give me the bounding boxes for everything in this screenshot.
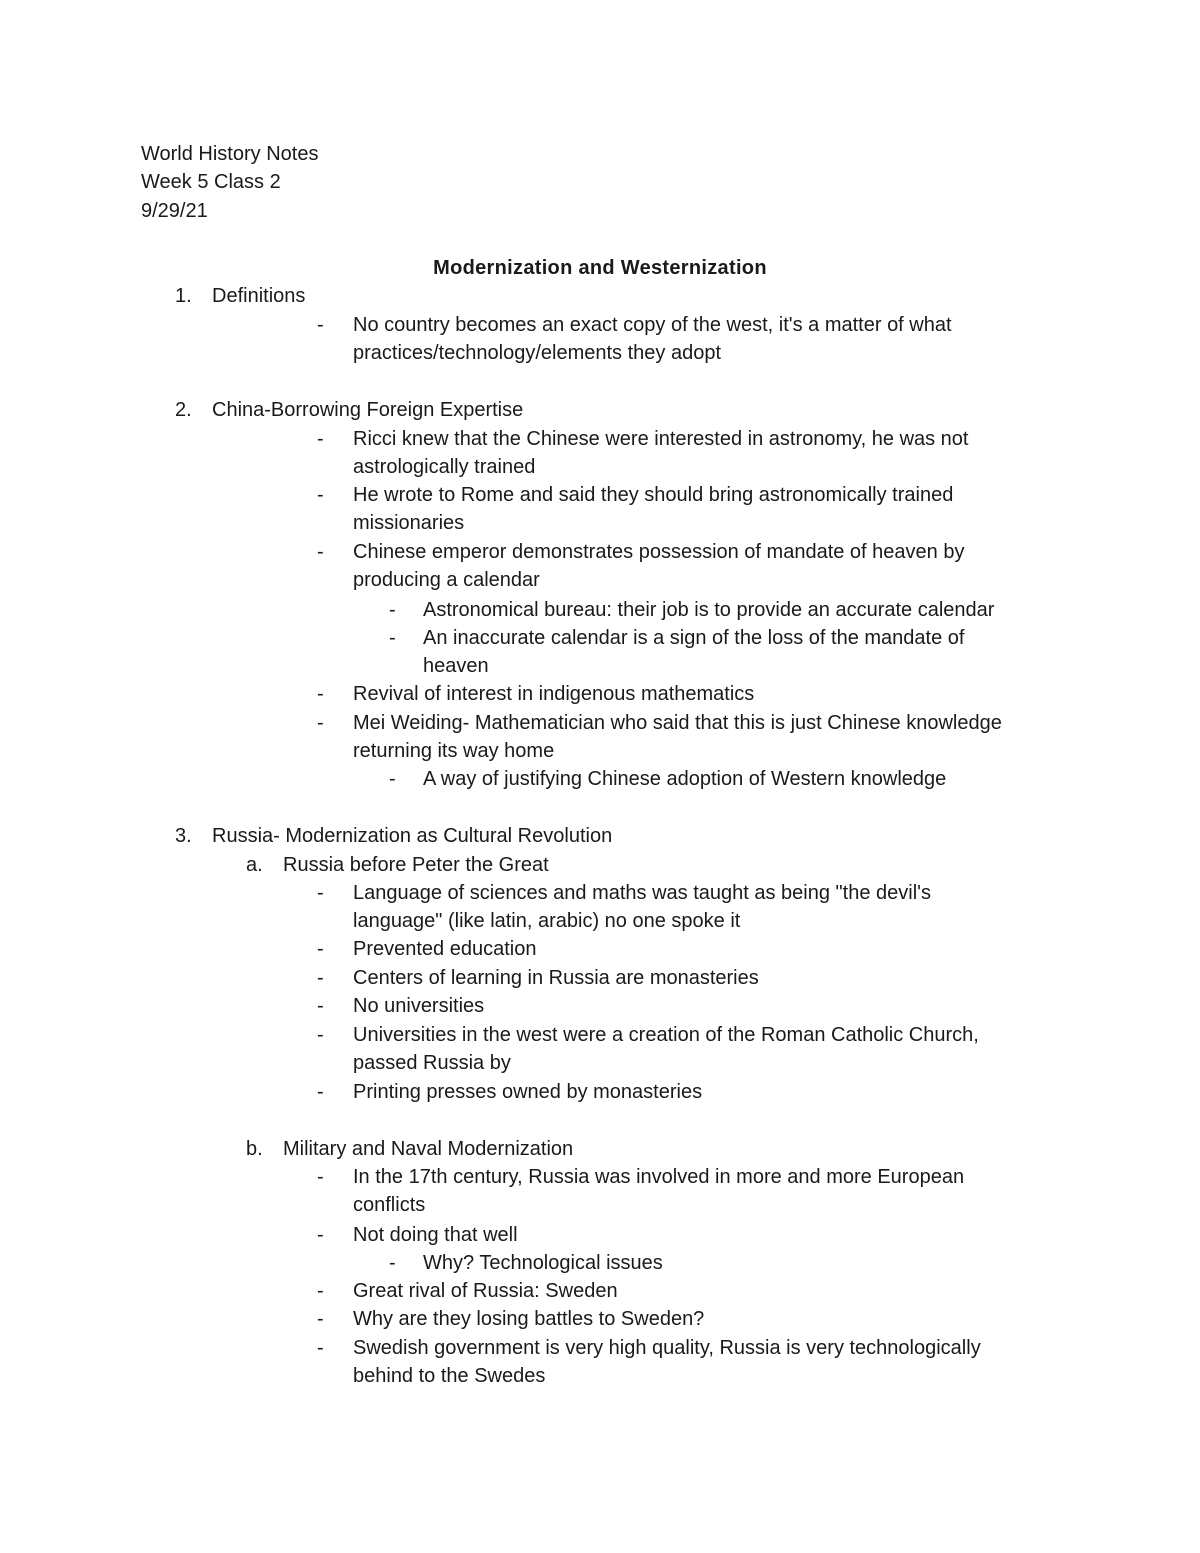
bullet-dash: - — [317, 967, 324, 989]
list-item: Centers of learning in Russia are monasteries — [353, 967, 759, 989]
course-name: World History Notes — [141, 143, 319, 165]
subsection-heading: Military and Naval Modernization — [283, 1138, 574, 1160]
list-item: Why are they losing battles to Sweden? — [353, 1308, 705, 1330]
list-item: Printing presses owned by monasteries — [353, 1081, 703, 1103]
section-heading-definitions: Definitions — [212, 285, 306, 307]
bullet-dash: - — [317, 882, 324, 904]
sub-list-item: A way of justifying Chinese adoption of Western knowledge — [423, 768, 947, 790]
sub-list-item-continued: heaven — [423, 655, 489, 677]
bullet-dash: - — [317, 484, 324, 506]
sub-list-item: Why? Technological issues — [423, 1252, 663, 1274]
list-item: Great rival of Russia: Sweden — [353, 1280, 618, 1302]
note-date: 9/29/21 — [141, 200, 208, 222]
list-item: Mei Weiding- Mathematician who said that this is just Chinese knowledge — [353, 712, 1002, 734]
list-letter: a. — [246, 854, 263, 876]
subsection-heading: Russia before Peter the Great — [283, 854, 549, 876]
list-item: In the 17th century, Russia was involved in more and more European — [353, 1166, 965, 1188]
bullet-dash: - — [317, 712, 324, 734]
list-item: Swedish government is very high quality, Russia is very technologically — [353, 1337, 981, 1359]
list-item: No country becomes an exact copy of the west, it's a matter of what — [353, 314, 952, 336]
bullet-dash: - — [317, 683, 324, 705]
bullet-dash: - — [317, 428, 324, 450]
list-item: Ricci knew that the Chinese were interested in astronomy, he was not — [353, 428, 969, 450]
list-item: Language of sciences and maths was taught as being "the devil's — [353, 882, 931, 904]
bullet-dash: - — [317, 1224, 324, 1246]
bullet-dash: - — [317, 995, 324, 1017]
list-item: Prevented education — [353, 938, 537, 960]
bullet-dash: - — [317, 314, 324, 336]
list-item: Revival of interest in indigenous mathematics — [353, 683, 755, 705]
list-item-continued: language" (like latin, arabic) no one spoke it — [353, 910, 741, 932]
bullet-dash: - — [389, 1252, 396, 1274]
bullet-dash: - — [317, 1337, 324, 1359]
list-number: 2. — [175, 399, 192, 421]
sub-list-item: Astronomical bureau: their job is to provide an accurate calendar — [423, 599, 995, 621]
list-letter: b. — [246, 1138, 263, 1160]
bullet-dash: - — [317, 541, 324, 563]
bullet-dash: - — [389, 768, 396, 790]
section-heading-russia: Russia- Modernization as Cultural Revolution — [212, 825, 613, 847]
bullet-dash: - — [389, 627, 396, 649]
list-item: No universities — [353, 995, 485, 1017]
list-item-continued: returning its way home — [353, 740, 555, 762]
bullet-dash: - — [389, 599, 396, 621]
bullet-dash: - — [317, 1280, 324, 1302]
list-item-continued: passed Russia by — [353, 1052, 511, 1074]
bullet-dash: - — [317, 938, 324, 960]
bullet-dash: - — [317, 1024, 324, 1046]
list-item-continued: conflicts — [353, 1194, 426, 1216]
list-item-continued: behind to the Swedes — [353, 1365, 546, 1387]
list-number: 1. — [175, 285, 192, 307]
bullet-dash: - — [317, 1308, 324, 1330]
list-number: 3. — [175, 825, 192, 847]
list-item: Chinese emperor demonstrates possession of mandate of heaven by — [353, 541, 965, 563]
session-label: Week 5 Class 2 — [141, 171, 281, 193]
list-item-continued: astrologically trained — [353, 456, 536, 478]
sub-list-item: An inaccurate calendar is a sign of the loss of the mandate of — [423, 627, 965, 649]
list-item-continued: producing a calendar — [353, 569, 540, 591]
section-heading-china: China-Borrowing Foreign Expertise — [212, 399, 524, 421]
page-title: Modernization and Westernization — [433, 257, 767, 279]
bullet-dash: - — [317, 1081, 324, 1103]
list-item: He wrote to Rome and said they should bring astronomically trained — [353, 484, 954, 506]
list-item: Not doing that well — [353, 1224, 518, 1246]
bullet-dash: - — [317, 1166, 324, 1188]
list-item-continued: practices/technology/elements they adopt — [353, 342, 721, 364]
list-item: Universities in the west were a creation of the Roman Catholic Church, — [353, 1024, 979, 1046]
list-item-continued: missionaries — [353, 512, 465, 534]
